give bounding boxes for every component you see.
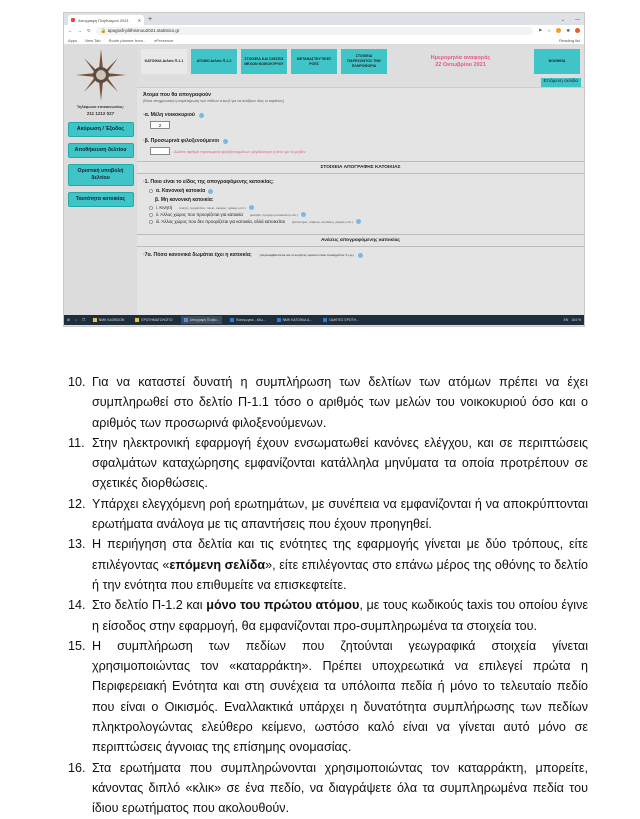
bookmarks-bar (64, 36, 584, 45)
members-label: α. Μέλη νοικοκυριού (144, 112, 195, 118)
form-content (137, 88, 584, 315)
option-note: (σκηνή, τροχόσπιτο, πλοίο, σκάφος, τρέιλερ κ.λπ.) (179, 205, 246, 210)
option-mobile[interactable] (143, 205, 578, 210)
instructions-list (68, 372, 588, 819)
instruction-item (68, 433, 588, 494)
windows-start-icon[interactable]: ⊞ (67, 318, 70, 322)
word-icon (277, 318, 281, 322)
search-icon[interactable]: ⌕ (74, 318, 77, 322)
final-submit-button[interactable]: Οριστική υποβολή δελτίου (68, 164, 134, 186)
option-other-intended[interactable] (143, 212, 578, 217)
instruction-item (68, 372, 588, 433)
instruction-text: Η συμπλήρωση των πεδίων που ζητούνται γεωγραφικά στοιχεία γίνεται χρησιμοποιώντας τον «καταρράκτη». Πρέπει υποχρεωτικά να επιλεγεί πρώτα η Περιφερειακή Ενότητα και στη συνέχεια τα υπόλοιπα πεδία ή μόνο το τελευταίο πεδίο που είναι ο Οικισμός. Εναλλακτικά υπάρχει η δυνατότητα συμπλήρωσης των πεδίων πληκτρολογώντας ελεύθερο κείμενο, ωστόσο καλό είναι να γίνεται αυτό μόνο σε περιπτώσεις άγνοιας της επίσημης ονομασίας. (92, 638, 588, 755)
url-field[interactable] (96, 27, 533, 35)
back-icon[interactable]: ← (68, 28, 73, 33)
tab-person[interactable]: ΑΤΟΜΟ Δελτίο Π-1.2 (191, 49, 237, 74)
tab-informant[interactable]: ΣΤΟΙΧΕΙΑ ΠΑΡΕΧΟΝΤΟΣ ΤΗΝ ΠΛΗΡΟΦΟΡΙΑ (341, 49, 387, 74)
option-other-not-intended[interactable] (143, 219, 578, 224)
instruction-item (68, 595, 588, 636)
rooms-label: 7α. Πόσα κανονικά δωμάτια έχει η κατοικία; (144, 252, 252, 258)
guests-input[interactable] (150, 147, 170, 155)
instruction-number: 15. (68, 638, 86, 653)
forward-icon[interactable]: → (77, 28, 82, 33)
taskbar-item[interactable]: Εισαγωγικό - εδώ... (227, 316, 268, 324)
folder-icon (135, 318, 139, 322)
question-members (143, 112, 578, 118)
task-view-icon[interactable]: ❐ (81, 318, 85, 322)
guests-error-message: Δώστε αριθμό προσωρινά φιλοξενουμένων μεγαλύτερο ή ίσον με το μηδέν (174, 148, 306, 154)
reading-list[interactable]: Reading list (559, 37, 580, 43)
option-note: (καλύβα, πρόχειρη κατασκευή κ.λπ.) (249, 212, 299, 217)
next-row (137, 78, 584, 88)
info-icon[interactable] (301, 212, 306, 217)
taskbar-item[interactable]: ΕΡΩΤΗΜΑΤΟΛΟΓΙΟ (132, 316, 175, 324)
census-logo (76, 49, 126, 101)
embedded-screenshot (63, 12, 585, 327)
taskbar-item[interactable]: ΝΜΚ ΚΑΤΟΙΚΙΑ Α... (274, 316, 315, 324)
radio-button[interactable] (149, 213, 153, 217)
required-marker: * (143, 138, 145, 143)
form-nav (137, 45, 584, 78)
tab-dwelling[interactable]: ΚΑΤΟΙΚΙΑ Δελτίο Π-1.1 (141, 49, 187, 74)
star-icon[interactable]: ☆ (547, 27, 552, 33)
option-normal-dwelling[interactable] (143, 188, 578, 194)
rooms-note: (περιλαμβάνονται και οι κουζίνες εφόσον είναι τουλάχιστον 4 τ.μ.) (259, 253, 354, 257)
instruction-item (68, 758, 588, 819)
info-icon[interactable] (358, 253, 363, 258)
option-note: (κατάστημα, σταβλος, αποθήκη, γκαράζ κ.λπ.) (291, 219, 354, 224)
question-rooms (143, 252, 578, 258)
census-app (64, 45, 584, 315)
radio-button[interactable] (149, 220, 153, 224)
instruction-number: 12. (68, 496, 86, 511)
instruction-text: Για να καταστεί δυνατή η συμπλήρωση των δελτίων των ατόμων πρέπει να έχει συμπληρωθεί στο δελτίο Π-1.1 τόσο ο αριθμός των μελών του νοικοκυριού όσο και ο αριθμός των προσωρινά φιλοξενούμενων. (92, 375, 588, 430)
help-button[interactable]: ΒΟΗΘΕΙΑ (534, 49, 580, 74)
extensions-puzzle-icon[interactable]: ✱ (566, 27, 570, 33)
option-label: α. Κανονική κατοικία (156, 188, 206, 194)
instruction-number: 13. (68, 537, 86, 552)
reference-date-value: 22 Οκτωβρίου 2021 (435, 61, 486, 68)
sidebar (64, 45, 137, 315)
chrome-icon (184, 318, 188, 322)
info-icon[interactable] (356, 219, 361, 224)
minimize-icon[interactable]: — (575, 17, 580, 23)
instruction-text: Η περιήγηση στα δελτία και τις ενότητες της εφαρμογής γίνεται με δύο τρόπους, είτε επιλέγοντας «επόμενη σελίδα», είτε επιλέγοντας στο επάνω μέρος της οθόνης το δελτίο ή την ενότητα που επιθυμείτε να επισκεφτείτε. (92, 537, 588, 592)
windows-taskbar (64, 315, 584, 325)
instruction-text: Στα ερωτήματα που συμπληρώνονται χρησιμοποιώντας τον καταρράκτη, μπορείτε, κάνοντας διπλό «κλικ» σε ένα πεδίο, να διαγράψετε όλα τα συμπληρωμένα πεδία του ίδιου ερωτήματος που ακολουθούν. (92, 760, 588, 816)
bookmark-apps[interactable]: Apps (68, 37, 78, 43)
members-input[interactable]: 2 (150, 121, 170, 129)
instruction-number: 10. (68, 375, 86, 389)
word-icon (323, 318, 327, 322)
radio-button[interactable] (149, 206, 153, 210)
window-controls (561, 15, 584, 25)
reload-icon[interactable]: ↻ (87, 27, 91, 33)
compass-star-icon (76, 49, 126, 101)
instruction-number: 16. (68, 760, 86, 775)
url-text: apografi-plithismou2021.statistics.gr (107, 28, 180, 33)
taskbar-item[interactable]: ΝΜΚ ΚΑΟΒΟΟΝ (90, 316, 128, 324)
instruction-item (68, 636, 588, 758)
info-icon[interactable] (249, 205, 254, 210)
tab-household-members[interactable]: ΣΤΟΙΧΕΙΑ ΚΑΙ ΣΧΕΣΕΙΣ ΜΕΛΩΝ ΝΟΙΚΟΚΥΡΙΟΥ (241, 49, 287, 74)
lock-icon: 🔒 (100, 27, 108, 33)
browser-tab-strip (64, 13, 584, 25)
folder-icon (93, 318, 97, 322)
instruction-number: 14. (68, 598, 86, 613)
info-icon[interactable] (223, 139, 228, 144)
zoom-indicator: 104 % (571, 318, 581, 322)
section-amenities-header: Ανέσεις απογραφόμενης κατοικίας (137, 234, 584, 247)
cancel-exit-button[interactable]: Ακύρωση / Έξοδος (68, 122, 134, 137)
guests-label: β. Προσωρινά φιλοξενούμενοι (144, 138, 219, 144)
section-dwelling-header: ΣΤΟΙΧΕΙΑ ΑΠΟΓΡΑΦΗΣ ΚΑΤΟΙΚΙΑΣ (137, 161, 584, 174)
next-page-button[interactable]: Επόμενη σελίδα (541, 78, 582, 87)
persons-title: Άτομα που θα απογραφούν (143, 92, 212, 98)
favicon-icon (71, 18, 75, 22)
extension-icon[interactable] (556, 28, 561, 33)
browser-tab-title: Απογραφή Πληθυσμού 2021 (78, 17, 129, 23)
instructions-document (68, 372, 588, 819)
dwelling-id-button[interactable]: Ταυτότητα κατοικίας (68, 192, 134, 207)
option-label: iii. Άλλος χώρος που δεν προορίζεται για κατοικία, αλλά κατοικείται (156, 219, 285, 224)
option-label: i. Κινητή (156, 205, 173, 210)
language-indicator[interactable]: EN (563, 318, 569, 322)
instruction-item (68, 534, 588, 595)
taskbar-item[interactable]: Απογραφή Πληθυ... (181, 316, 223, 324)
instruction-text: Υπάρχει ελεγχόμενη ροή ερωτημάτων, με συνέπεια να εμφανίζονται ή να αποκρύπτονται ερωτήματα ανάλογα με τις απαντήσεις που έχουν προηγηθεί. (92, 496, 588, 532)
main-panel (137, 45, 584, 315)
non-normal-dwelling-header: β. Μη κανονική κατοικία: (155, 197, 214, 203)
system-tray (564, 318, 581, 322)
bookmark-new-tab[interactable]: New Tab (85, 37, 101, 43)
bookmark-route-planner[interactable]: Route planner from... (108, 37, 147, 43)
instruction-text: Στο δελτίο Π-1.2 και μόνο του πρώτου ατόμου, με τους κωδικούς taxis του οποίου έγινε η είσοδος στην εφαρμογή, θα εμφανίζονται προ-συμπληρωμένα τα στοιχεία του. (92, 598, 588, 633)
tab-migration[interactable]: ΜΕΤΑΝΑΣΤΕΥΤΙΚΕΣ ΡΟΕΣ (291, 49, 337, 74)
reference-date-label: Ημερομηνία αναφοράς (430, 54, 491, 61)
taskbar-item[interactable]: ΟΔΗΓΙΕΣ ΕΡΩΤΗ... (320, 316, 362, 324)
address-bar-row (64, 25, 584, 36)
browser-tab[interactable] (68, 15, 144, 25)
required-marker: * (143, 179, 145, 184)
required-marker: * (143, 252, 145, 257)
info-icon[interactable] (199, 113, 204, 118)
info-icon[interactable] (208, 189, 213, 194)
profile-avatar-icon[interactable] (575, 28, 580, 33)
instruction-item (68, 494, 588, 535)
persons-hint: (Είναι υποχρεωτική η συμπλήρωση των πεδίων α και β για να ανοίξουν όλες οι καρτέλες) (143, 99, 284, 103)
translate-icon[interactable]: ⚑ (538, 27, 543, 33)
question-dwelling-type (143, 179, 578, 185)
tab-search-icon[interactable]: ⌄ (560, 17, 565, 23)
instruction-text: Στην ηλεκτρονική εφαρμογή έχουν ενσωματωθεί κανόνες ελέγχου, και σε περιπτώσεις σφαλμάτων καταχώρησης εμφανίζονται κατάλληλα μηνύματα τα οποία προτρέπουν σε σχετικές διορθώσεις. (92, 435, 588, 491)
save-form-button[interactable]: Αποθήκευση δελτίου (68, 143, 134, 158)
option-label: ii. Άλλος χώρος που προορίζεται για κατοικία (156, 212, 243, 217)
phone-label: Τηλέφωνο επικοινωνίας: (76, 104, 125, 109)
phone-number: 211 1212 027 (86, 111, 115, 116)
reference-date (391, 55, 530, 69)
dwelling-type-label: 1. Ποιο είναι το είδος της απογραφόμενης κατοικίας; (144, 179, 274, 185)
new-tab-icon[interactable]: + (148, 16, 153, 23)
required-marker: * (143, 112, 145, 117)
instruction-number: 11. (68, 435, 85, 450)
radio-button[interactable] (149, 189, 153, 193)
bookmark-epresence[interactable]: ePresence (154, 37, 174, 43)
close-tab-icon[interactable]: ✕ (137, 17, 141, 23)
word-icon (230, 318, 234, 322)
